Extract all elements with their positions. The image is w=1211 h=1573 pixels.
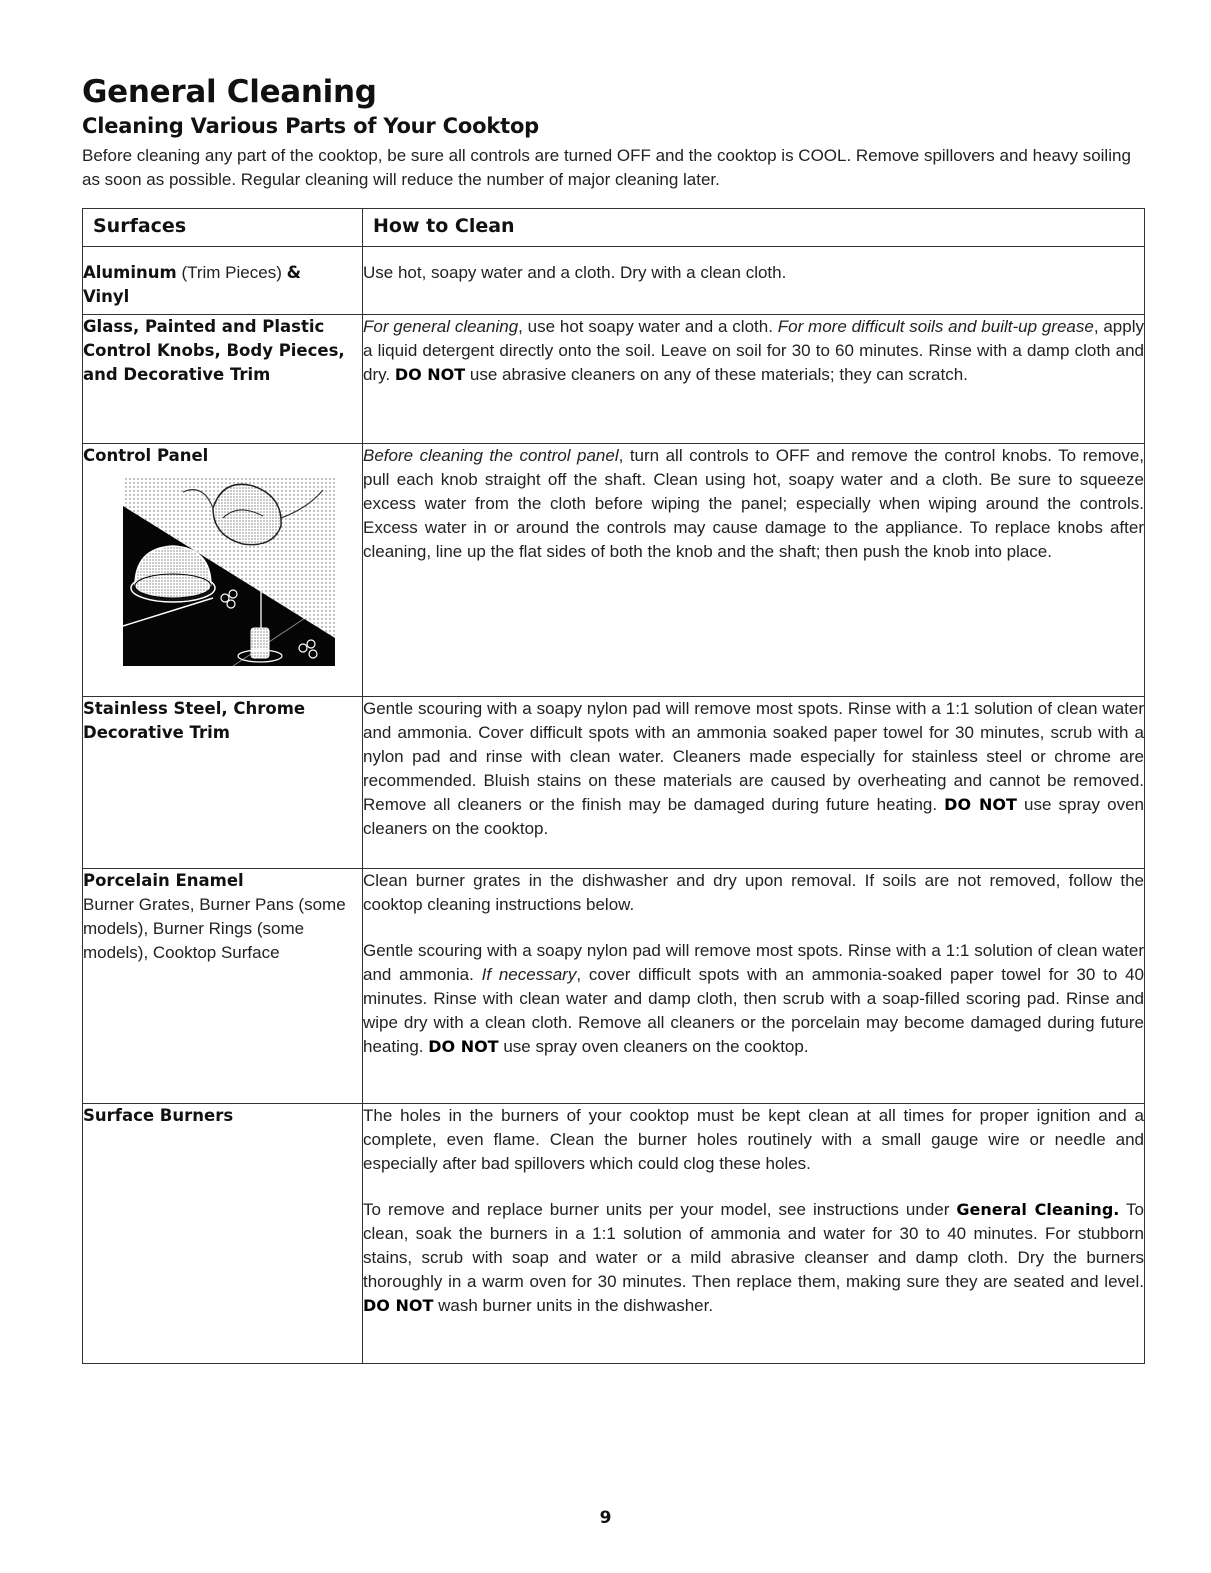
surface-ampersand: & bbox=[286, 263, 301, 282]
instruction-paragraph: The holes in the burners of your cooktop must be kept clean at all times for proper ignition and a complete, even flame. Clean the burner holes routinely with a small gauge wire or needle and especially after bad spillovers which could clog these holes. bbox=[363, 1106, 1144, 1173]
how-to-clean-cell bbox=[363, 869, 1145, 1104]
surface-name: Control Panel bbox=[83, 446, 209, 465]
surface-cell bbox=[83, 247, 363, 315]
instruction-text: , use hot soapy water and a cloth. bbox=[518, 317, 778, 336]
surface-name: Vinyl bbox=[83, 287, 130, 306]
instruction-text: Gentle scouring with a soapy nylon pad will remove most spots. Rinse with a 1:1 solution of clean water and ammonia. bbox=[363, 941, 1144, 984]
table-row bbox=[83, 444, 1145, 697]
how-to-clean-cell bbox=[363, 315, 1145, 444]
instruction-text: use spray oven cleaners on the cooktop. bbox=[498, 1037, 809, 1056]
surface-subtitle: Burner Grates, Burner Pans (some models), Burner Rings (some models), Cooktop Surface bbox=[83, 895, 346, 962]
surface-name: Glass, Painted and Plastic Control Knobs, Body Pieces, and Decorative Trim bbox=[83, 317, 345, 384]
control-knob-removal-illustration-icon bbox=[113, 478, 335, 666]
warning-text: DO NOT bbox=[363, 1296, 434, 1315]
how-to-clean-cell bbox=[363, 247, 1145, 315]
instruction-text: Gentle scouring with a soapy nylon pad will remove most spots. Rinse with a 1:1 solution of clean water and ammonia. Cover difficult spots with an ammonia soaked paper towel for 30 minutes, scrub with a nylon pad and rinse with clean water. Cleaners made especially for stainless steel or chrome are recommended. Bluish stains on these materials are caused by overheating and cannot be removed. Remove all cleaners or the finish may be damaged during future heating. bbox=[363, 699, 1144, 814]
warning-text: DO NOT bbox=[944, 795, 1017, 814]
surfaces-column-header: Surfaces bbox=[83, 209, 363, 247]
instruction-text: use abrasive cleaners on any of these materials; they can scratch. bbox=[465, 365, 968, 384]
instruction-text: To remove and replace burner units per your model, see instructions under bbox=[363, 1200, 957, 1219]
instruction-text: use spray oven cleaners on the cooktop. bbox=[363, 795, 1145, 838]
surface-cell bbox=[83, 869, 363, 1104]
warning-text: DO NOT bbox=[394, 365, 466, 384]
page-number: 9 bbox=[599, 1508, 612, 1528]
warning-text: DO NOT bbox=[428, 1037, 499, 1056]
cleaning-table bbox=[82, 208, 1145, 1364]
surface-name: Aluminum bbox=[83, 263, 177, 282]
surface-name: Porcelain Enamel bbox=[83, 871, 244, 890]
instruction-text: , cover difficult spots with an ammonia-soaked paper towel for 30 to 40 minutes. Rinse with clean water and damp cloth, then scrub with a soap-filled scoring pad. Rinse and wipe dry with a clean cloth. Remove all cleaners or the porcelain may become damaged during future heating. bbox=[363, 965, 1144, 1056]
instruction-text: Use hot, soapy water and a cloth. Dry with a clean cloth. bbox=[363, 263, 787, 282]
surface-note: (Trim Pieces) bbox=[176, 263, 287, 282]
table-row bbox=[83, 1104, 1145, 1364]
surface-cell bbox=[83, 444, 363, 697]
instruction-emphasis: For general cleaning bbox=[363, 317, 519, 336]
intro-paragraph: Before cleaning any part of the cooktop, be sure all controls are turned OFF and the cooktop is COOL. Remove spillovers and heavy soiling as soon as possible. Regular cleaning will reduce the number of major cleaning later. bbox=[82, 146, 1131, 189]
surface-cell bbox=[83, 315, 363, 444]
how-to-clean-cell bbox=[363, 444, 1145, 697]
how-to-clean-cell bbox=[363, 697, 1145, 869]
table-row bbox=[83, 247, 1145, 315]
page-title: General Cleaning bbox=[82, 74, 377, 110]
table-row bbox=[83, 697, 1145, 869]
instruction-emphasis: If necessary bbox=[481, 965, 577, 984]
table-row bbox=[83, 869, 1145, 1104]
instruction-text: , apply a liquid detergent directly onto the soil. Leave on soil for 30 to 60 minutes. Rinse with a damp cloth and dry. bbox=[363, 317, 1144, 384]
cross-reference-text: General Cleaning. bbox=[956, 1200, 1120, 1219]
surface-cell bbox=[83, 1104, 363, 1364]
instruction-emphasis: For more difficult soils and built-up grease bbox=[777, 317, 1094, 336]
table-row bbox=[83, 315, 1145, 444]
instruction-paragraph bbox=[363, 939, 1144, 1059]
surface-name: Surface Burners bbox=[83, 1106, 234, 1125]
section-title: Cleaning Various Parts of Your Cooktop bbox=[82, 114, 540, 138]
instruction-text: wash burner units in the dishwasher. bbox=[433, 1296, 714, 1315]
instruction-text: To clean, soak the burners in a 1:1 solution of ammonia and water for 30 to 40 minutes. For stubborn stains, scrub with soap and water or a mild abrasive cleanser and damp cloth. Dry the burners thoroughly in a warm oven for 30 minutes. Then replace them, making sure they are seated and level. bbox=[363, 1200, 1145, 1291]
how-to-clean-cell bbox=[363, 1104, 1145, 1364]
instruction-paragraph: Clean burner grates in the dishwasher and dry upon removal. If soils are not removed, follow the cooktop cleaning instructions below. bbox=[363, 871, 1144, 914]
surface-name: Stainless Steel, Chrome Decorative Trim bbox=[83, 699, 306, 742]
table-header-row bbox=[83, 209, 1145, 247]
surface-cell bbox=[83, 697, 363, 869]
how-to-clean-column-header: How to Clean bbox=[363, 209, 1145, 247]
instruction-text: , turn all controls to OFF and remove the control knobs. To remove, pull each knob straight off the shaft. Clean using hot, soapy water and a cloth. Be sure to squeeze excess water from the cloth before wiping the panel; especially when wiping around the controls. Excess water in or around the controls may cause damage to the appliance. To replace knobs after cleaning, line up the flat sides of both the knob and the shaft; then push the knob into place. bbox=[363, 446, 1144, 561]
instruction-paragraph bbox=[363, 1198, 1144, 1318]
instruction-emphasis: Before cleaning the control panel bbox=[363, 446, 619, 465]
